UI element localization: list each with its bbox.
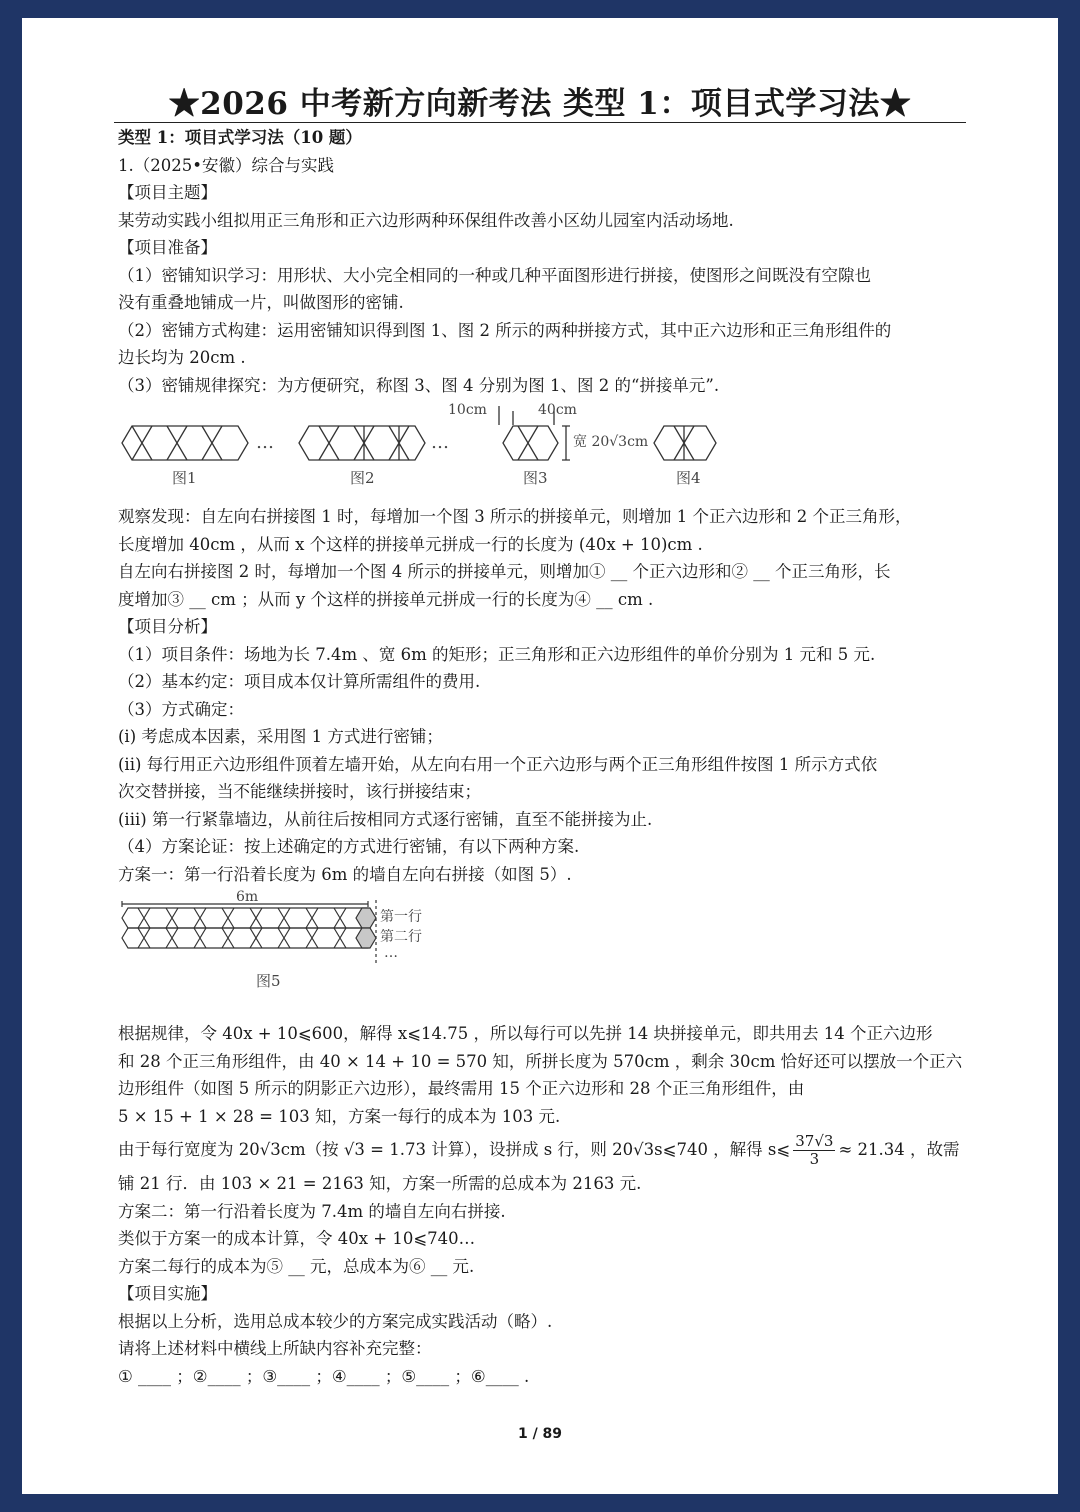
fraction [793,1133,835,1168]
plan2-heading: 方案二：第一行沿着长度为 7.4m 的墙自左向右拼接. [118,1201,506,1221]
analysis-3-ii-line1: (ii) 每行用正六边形组件顶着左墙开始，从左向右用一个正六边形与两个正三角形组件按图 1 所示方式依 [118,754,878,774]
answer-blanks: ① ____ ；②____ ；③____ ；④____ ；⑤____ ；⑥____ . [118,1366,530,1386]
figure-2-caption: 图2 [350,469,375,487]
observe-line3: 自左向右拼接图 2 时，每增加一个图 4 所示的拼接单元，则增加① __ 个正六边形和② __ 个正三角形，长 [118,562,891,581]
observe-line2: 长度增加 40cm ，从而 x 个这样的拼接单元拼成一行的长度为 (40x + 10)cm . [118,534,703,554]
figure-5-label-6m: 6m [236,889,259,905]
figure-2-ellipsis: … [431,432,449,453]
prep2-line2: 边长均为 20cm . [118,348,246,367]
prep3-line: （3）密铺规律探究：为方便研究，称图 3、图 4 分别为图 1、图 2 的“拼接单元”. [118,375,720,395]
figures-1-4 [118,401,966,499]
plan1-line5 [118,1130,966,1170]
question-intro: 1.（2025•安徽）综合与实践 [118,155,334,175]
prep2-line1: （2）密铺方式构建：运用密铺知识得到图 1、图 2 所示的两种拼接方式，其中正六边形和正三角形组件的 [118,320,892,340]
analysis-heading: 【项目分析】 [118,617,217,636]
figure-5-more: … [384,945,398,961]
plan1-line3: 边形组件（如图 5 所示的阴影正六边形），最终需用 15 个正六边形和 28 个正三角形组件，由 [118,1079,805,1098]
figure-3-label-width: 宽 20√3cm [573,434,649,450]
prep-heading: 【项目准备】 [118,238,217,257]
title-divider [114,122,966,123]
fraction-denominator: 3 [809,1150,820,1168]
section-title: 类型 1：项目式学习法（10 题） [118,128,362,147]
figure-3-label-10cm: 10cm [448,402,487,418]
analysis-3-iii: (iii) 第一行紧靠墙边，从前往后按相同方式逐行密铺，直至不能拼接为止. [118,809,653,829]
figure-1-strip [122,426,248,460]
figure-4-caption: 图4 [676,469,701,487]
figure-2-strip [299,426,425,460]
plan2-line1: 类似于方案一的成本计算，令 40x + 10⩽740… [118,1229,476,1248]
ask-line: 请将上述材料中横线上所缺内容补充完整： [118,1339,432,1358]
figure-4-unit [654,426,716,460]
figure-3-caption: 图3 [523,469,548,487]
plan1-line5-b: ≈ 21.34 ，故需 [838,1140,960,1159]
shaded-hexagon-row2 [356,928,376,948]
figure-1-ellipsis: … [256,432,274,453]
page-number: 1 / 89 [517,1426,563,1442]
analysis-3: （3）方式确定： [118,699,244,719]
analysis-3-i: (i) 考虑成本因素，采用图 1 方式进行密铺； [118,727,443,746]
plan2-line2: 方案二每行的成本为⑤ __ 元，总成本为⑥ __ 元. [118,1256,475,1276]
prep1-line2: 没有重叠地铺成一片，叫做图形的密铺. [118,293,404,312]
implementation-text: 根据以上分析，选用总成本较少的方案完成实践活动（略）. [118,1311,553,1331]
figure-5-caption: 图5 [256,972,281,990]
plan1-line4: 5 × 15 + 1 × 28 = 103 知，方案一每行的成本为 103 元. [118,1106,561,1126]
page-title: ★2026 中考新方向新考法 类型 1：项目式学习法★ [168,86,912,122]
plan1-heading: 方案一：第一行沿着长度为 6m 的墙自左向右拼接（如图 5）. [118,864,572,884]
plan1-line5-a: 由于每行宽度为 20√3cm（按 √3 = 1.73 计算），设拼成 s 行，则 20√3s⩽740 ，解得 s⩽ [118,1140,791,1159]
analysis-1: （1）项目条件：场地为长 7.4m 、宽 6m 的矩形；正三角形和正六边形组件的单价分别为 1 元和 5 元. [118,644,876,664]
fraction-numerator: 37√3 [795,1132,834,1150]
shaded-hexagon-row1 [356,908,376,928]
figure-3-label-40cm: 40cm [538,402,577,418]
theme-text: 某劳动实践小组拟用正三角形和正六边形两种环保组件改善小区幼儿园室内活动场地. [118,210,734,230]
document-page [22,18,1058,1494]
observe-line4: 度增加③ __ cm ；从而 y 个这样的拼接单元拼成一行的长度为④ __ cm . [118,589,654,609]
figure-1-caption: 图1 [172,469,197,487]
observe-line1: 观察发现：自左向右拼接图 1 时，每增加一个图 3 所示的拼接单元，则增加 1 个正六边形和 2 个正三角形， [118,507,912,526]
plan1-line6: 铺 21 行．由 103 × 21 = 2163 知，方案一所需的总成本为 2163 元. [118,1174,642,1193]
analysis-3-ii-line2: 次交替拼接，当不能继续拼接时，该行拼接结束； [118,782,481,801]
plan1-line2: 和 28 个正三角形组件，由 40 × 14 + 10 = 570 知，所拼长度为 570cm ，剩余 30cm 恰好还可以摆放一个正六 [118,1051,963,1071]
theme-heading: 【项目主题】 [118,183,217,202]
implementation-heading: 【项目实施】 [118,1284,217,1303]
figure-5-row2-label: 第二行 [380,929,422,945]
figure-5-row1-label: 第一行 [380,909,422,925]
prep1-line1: （1）密铺知识学习：用形状、大小完全相同的一种或几种平面图形进行拼接，使图形之间既没有空隙也 [118,265,871,285]
plan1-line1: 根据规律，令 40x + 10⩽600，解得 x⩽14.75 ，所以每行可以先拼 14 块拼接单元，即共用去 14 个正六边形 [118,1024,933,1043]
figure-5 [118,890,966,1014]
document-body [118,124,966,1390]
analysis-2: （2）基本约定：项目成本仅计算所需组件的费用. [118,672,481,691]
analysis-4: （4）方案论证：按上述确定的方式进行密铺，有以下两种方案. [118,837,580,856]
